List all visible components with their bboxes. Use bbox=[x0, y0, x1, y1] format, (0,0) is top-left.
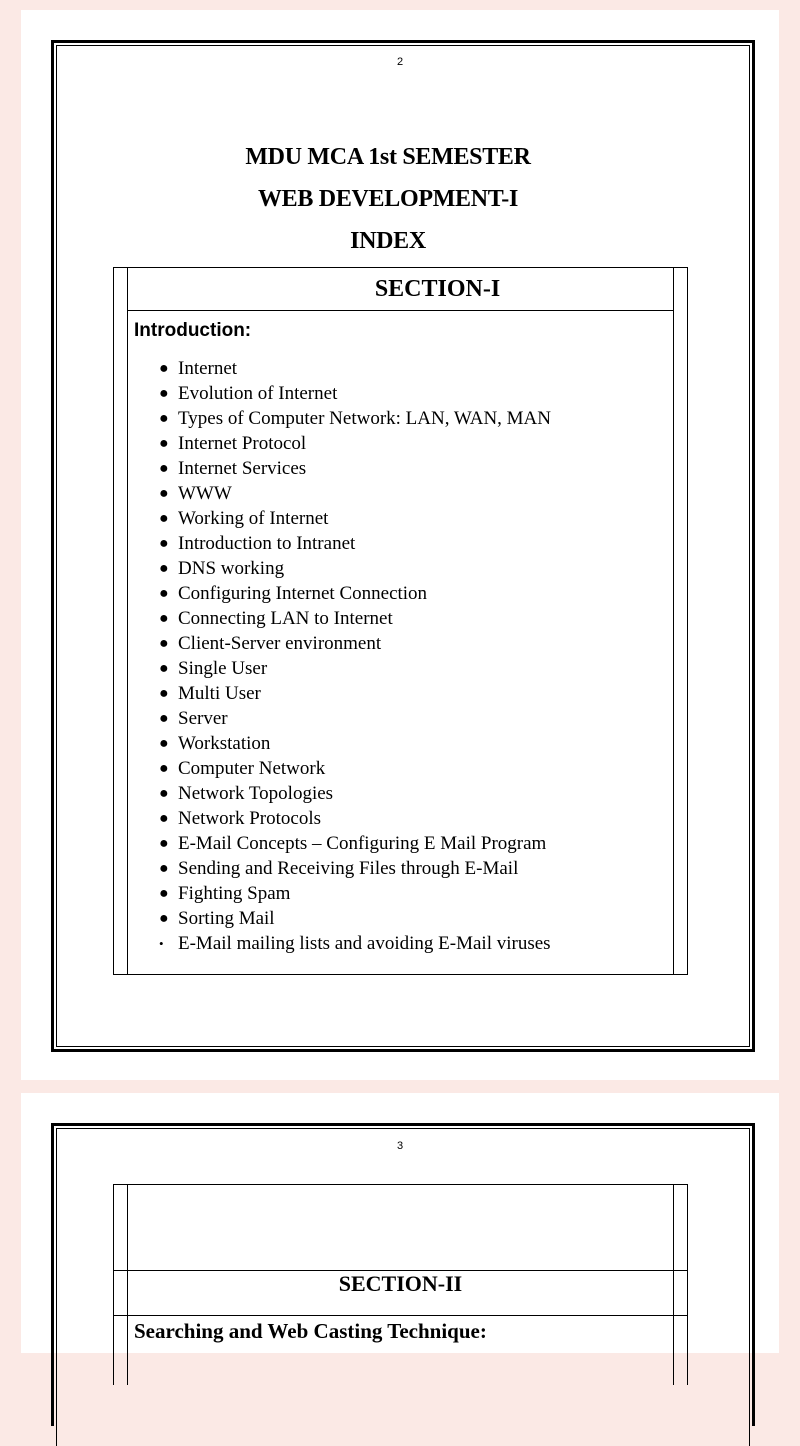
list-item bbox=[159, 358, 551, 383]
bullet-icon: ● bbox=[159, 635, 169, 652]
subject-title: WEB DEVELOPMENT-I bbox=[257, 186, 519, 212]
document-page-2 bbox=[21, 10, 779, 1080]
list-item bbox=[159, 833, 551, 858]
index-title: INDEX bbox=[350, 228, 426, 254]
bullet-icon: ● bbox=[159, 835, 169, 852]
list-item-text: Types of Computer Network: LAN, WAN, MAN bbox=[178, 408, 551, 429]
list-item-text: E-Mail Concepts – Configuring E Mail Program bbox=[178, 833, 547, 854]
list-item-text: Client-Server environment bbox=[178, 633, 382, 654]
bullet-icon: ● bbox=[159, 735, 169, 752]
list-item-text: Connecting LAN to Internet bbox=[178, 608, 393, 629]
topic-heading: Searching and Web Casting Technique: bbox=[134, 1319, 487, 1343]
list-item bbox=[159, 883, 551, 908]
list-item bbox=[159, 458, 551, 483]
bullet-icon: ● bbox=[159, 910, 169, 927]
list-item bbox=[159, 383, 551, 408]
bullet-icon: ● bbox=[159, 460, 169, 477]
document-title: MDU MCA 1st SEMESTER bbox=[245, 144, 531, 170]
list-item bbox=[159, 508, 551, 533]
bullet-icon: ● bbox=[159, 685, 169, 702]
list-item bbox=[159, 808, 551, 833]
bullet-icon: ● bbox=[159, 485, 169, 502]
bullet-icon: ● bbox=[159, 660, 169, 677]
list-item bbox=[159, 608, 551, 633]
list-item-text: Internet Protocol bbox=[178, 433, 307, 454]
bullet-icon: ● bbox=[159, 710, 169, 727]
list-item bbox=[159, 633, 551, 658]
list-item bbox=[159, 558, 551, 583]
list-item bbox=[159, 408, 551, 433]
list-item-text: Sending and Receiving Files through E-Mail bbox=[178, 858, 519, 879]
list-item-text: Internet Services bbox=[178, 458, 307, 479]
list-item-text: Sorting Mail bbox=[178, 908, 275, 929]
page-number: 3 bbox=[396, 1140, 404, 1152]
bullet-icon: ● bbox=[159, 560, 169, 577]
list-item-text: Evolution of Internet bbox=[178, 383, 338, 404]
topic-list bbox=[159, 358, 551, 958]
bullet-icon: ● bbox=[159, 435, 169, 452]
bullet-icon: ● bbox=[159, 535, 169, 552]
section-heading: SECTION-I bbox=[374, 276, 501, 302]
list-item bbox=[159, 708, 551, 733]
list-item bbox=[159, 483, 551, 508]
bullet-icon: ● bbox=[159, 410, 169, 427]
list-item-text: Internet bbox=[178, 358, 238, 379]
list-item bbox=[159, 858, 551, 883]
list-item bbox=[159, 658, 551, 683]
bullet-icon: ● bbox=[159, 810, 169, 827]
list-item bbox=[159, 758, 551, 783]
list-item-text: Introduction to Intranet bbox=[178, 533, 356, 554]
list-item-text: Workstation bbox=[178, 733, 271, 754]
list-item bbox=[159, 908, 551, 933]
list-item bbox=[159, 683, 551, 708]
list-item bbox=[159, 733, 551, 758]
list-item bbox=[159, 533, 551, 558]
bullet-icon: ● bbox=[159, 610, 169, 627]
section-heading: SECTION-II bbox=[338, 1271, 463, 1296]
list-item bbox=[159, 783, 551, 808]
list-item bbox=[159, 433, 551, 458]
document-page-3 bbox=[21, 1093, 779, 1353]
bullet-icon: ● bbox=[159, 585, 169, 602]
list-item-text: Configuring Internet Connection bbox=[178, 583, 428, 604]
list-item bbox=[159, 933, 551, 958]
index-table bbox=[113, 267, 688, 975]
list-item-text: E-Mail mailing lists and avoiding E-Mail viruses bbox=[178, 933, 551, 954]
page-number: 2 bbox=[396, 56, 404, 68]
list-item-text: Working of Internet bbox=[178, 508, 329, 529]
list-item-text: DNS working bbox=[178, 558, 285, 579]
list-item bbox=[159, 583, 551, 608]
bullet-icon: ● bbox=[159, 360, 169, 377]
bullet-icon: ● bbox=[159, 385, 169, 402]
list-item-text: Single User bbox=[178, 658, 268, 679]
bullet-icon: ● bbox=[159, 510, 169, 527]
bullet-icon: ● bbox=[159, 785, 169, 802]
list-item-text: Server bbox=[178, 708, 228, 729]
list-item-text: Network Topologies bbox=[178, 783, 334, 804]
bullet-icon: • bbox=[159, 936, 164, 951]
list-item-text: Multi User bbox=[178, 683, 261, 704]
bullet-icon: ● bbox=[159, 760, 169, 777]
list-item-text: Fighting Spam bbox=[178, 883, 291, 904]
topic-heading: Introduction: bbox=[134, 320, 252, 341]
list-item-text: WWW bbox=[178, 483, 232, 504]
list-item-text: Network Protocols bbox=[178, 808, 322, 829]
bullet-icon: ● bbox=[159, 860, 169, 877]
index-table-continued bbox=[113, 1184, 688, 1385]
bullet-icon: ● bbox=[159, 885, 169, 902]
list-item-text: Computer Network bbox=[178, 758, 326, 779]
